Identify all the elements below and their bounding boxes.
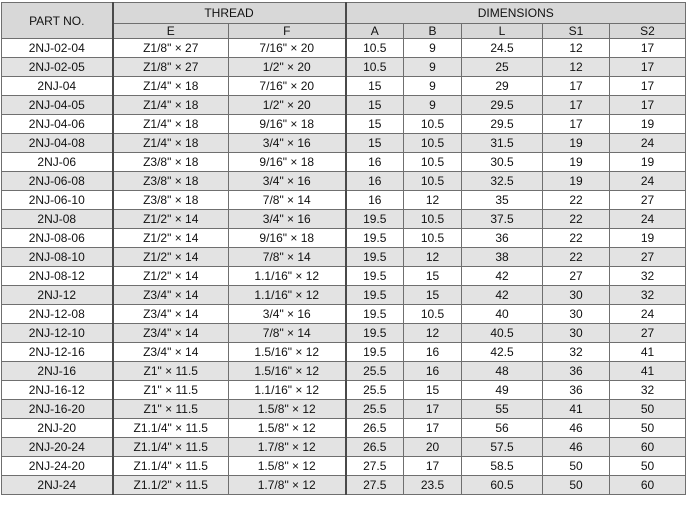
cell-part-no: 2NJ-08-12 xyxy=(2,267,113,286)
cell-thread-e: Z1/4" × 18 xyxy=(113,96,229,115)
cell-part-no: 2NJ-06-10 xyxy=(2,191,113,210)
cell-thread-e: Z3/8" × 18 xyxy=(113,172,229,191)
cell-dim-l: 55 xyxy=(462,400,543,419)
cell-dim-l: 48 xyxy=(462,362,543,381)
table-row xyxy=(2,191,686,210)
cell-dim-l: 40.5 xyxy=(462,324,543,343)
cell-dim-s1: 22 xyxy=(543,210,610,229)
cell-dim-l: 29.5 xyxy=(462,115,543,134)
cell-dim-s1: 36 xyxy=(543,362,610,381)
cell-dim-l: 24.5 xyxy=(462,39,543,58)
cell-dim-l: 58.5 xyxy=(462,457,543,476)
cell-thread-f: 7/16" × 20 xyxy=(229,39,346,58)
cell-dim-l: 32.5 xyxy=(462,172,543,191)
cell-part-no: 2NJ-16-12 xyxy=(2,381,113,400)
table-row xyxy=(2,286,686,305)
cell-dim-l: 37.5 xyxy=(462,210,543,229)
cell-thread-f: 1/2" × 20 xyxy=(229,96,346,115)
cell-thread-e: Z1" × 11.5 xyxy=(113,362,229,381)
cell-dim-b: 9 xyxy=(404,58,462,77)
cell-dim-b: 9 xyxy=(404,96,462,115)
table-row xyxy=(2,210,686,229)
cell-dim-b: 10.5 xyxy=(404,229,462,248)
cell-dim-s2: 24 xyxy=(610,134,686,153)
cell-dim-b: 15 xyxy=(404,286,462,305)
cell-dim-s1: 22 xyxy=(543,248,610,267)
cell-thread-f: 1.5/8" × 12 xyxy=(229,419,346,438)
cell-dim-l: 36 xyxy=(462,229,543,248)
cell-dim-b: 15 xyxy=(404,381,462,400)
cell-thread-f: 7/8" × 14 xyxy=(229,248,346,267)
cell-dim-a: 19.5 xyxy=(346,343,404,362)
table-row xyxy=(2,229,686,248)
cell-dim-b: 16 xyxy=(404,362,462,381)
cell-dim-b: 17 xyxy=(404,400,462,419)
cell-dim-s1: 27 xyxy=(543,267,610,286)
cell-dim-a: 15 xyxy=(346,134,404,153)
cell-thread-e: Z3/8" × 18 xyxy=(113,153,229,172)
cell-part-no: 2NJ-02-05 xyxy=(2,58,113,77)
cell-dim-b: 9 xyxy=(404,39,462,58)
cell-dim-b: 15 xyxy=(404,267,462,286)
cell-dim-s2: 27 xyxy=(610,324,686,343)
cell-part-no: 2NJ-24 xyxy=(2,476,113,495)
table-row xyxy=(2,248,686,267)
header-col-b: B xyxy=(404,24,462,39)
cell-part-no: 2NJ-06 xyxy=(2,153,113,172)
table-row xyxy=(2,438,686,457)
cell-dim-s2: 24 xyxy=(610,210,686,229)
cell-thread-e: Z3/4" × 14 xyxy=(113,286,229,305)
header-col-s1: S1 xyxy=(543,24,610,39)
cell-dim-s2: 17 xyxy=(610,39,686,58)
header-col-a: A xyxy=(346,24,404,39)
cell-dim-s2: 41 xyxy=(610,362,686,381)
cell-dim-s2: 27 xyxy=(610,191,686,210)
cell-thread-f: 7/16" × 20 xyxy=(229,77,346,96)
cell-dim-a: 10.5 xyxy=(346,39,404,58)
cell-dim-s2: 17 xyxy=(610,96,686,115)
cell-dim-l: 49 xyxy=(462,381,543,400)
cell-dim-l: 42 xyxy=(462,267,543,286)
cell-dim-a: 19.5 xyxy=(346,324,404,343)
cell-dim-l: 56 xyxy=(462,419,543,438)
cell-dim-b: 16 xyxy=(404,343,462,362)
cell-dim-s2: 32 xyxy=(610,267,686,286)
cell-dim-s1: 50 xyxy=(543,476,610,495)
table-row xyxy=(2,362,686,381)
cell-thread-f: 1.1/16" × 12 xyxy=(229,286,346,305)
cell-thread-e: Z1/8" × 27 xyxy=(113,39,229,58)
cell-part-no: 2NJ-08-06 xyxy=(2,229,113,248)
cell-dim-l: 42 xyxy=(462,286,543,305)
cell-thread-f: 9/16" × 18 xyxy=(229,153,346,172)
cell-thread-e: Z1/2" × 14 xyxy=(113,267,229,286)
cell-dim-b: 10.5 xyxy=(404,134,462,153)
cell-dim-a: 19.5 xyxy=(346,229,404,248)
cell-part-no: 2NJ-04-06 xyxy=(2,115,113,134)
cell-dim-s2: 19 xyxy=(610,229,686,248)
cell-dim-a: 16 xyxy=(346,191,404,210)
table-row xyxy=(2,267,686,286)
cell-dim-s2: 24 xyxy=(610,305,686,324)
fitting-spec-table xyxy=(1,2,686,495)
spec-table-container xyxy=(1,2,686,495)
cell-thread-e: Z3/8" × 18 xyxy=(113,191,229,210)
cell-dim-a: 25.5 xyxy=(346,381,404,400)
cell-thread-f: 3/4" × 16 xyxy=(229,305,346,324)
cell-dim-a: 25.5 xyxy=(346,400,404,419)
cell-part-no: 2NJ-12 xyxy=(2,286,113,305)
cell-thread-e: Z3/4" × 14 xyxy=(113,343,229,362)
cell-dim-s2: 50 xyxy=(610,400,686,419)
cell-dim-b: 12 xyxy=(404,248,462,267)
cell-dim-l: 29 xyxy=(462,77,543,96)
cell-thread-e: Z1.1/2" × 11.5 xyxy=(113,476,229,495)
cell-thread-f: 1.5/16" × 12 xyxy=(229,343,346,362)
cell-dim-a: 16 xyxy=(346,153,404,172)
cell-thread-f: 1.5/8" × 12 xyxy=(229,457,346,476)
table-row xyxy=(2,400,686,419)
cell-dim-a: 15 xyxy=(346,96,404,115)
cell-thread-e: Z1" × 11.5 xyxy=(113,381,229,400)
cell-thread-e: Z1/8" × 27 xyxy=(113,58,229,77)
cell-dim-b: 17 xyxy=(404,457,462,476)
cell-dim-l: 31.5 xyxy=(462,134,543,153)
cell-thread-e: Z1.1/4" × 11.5 xyxy=(113,457,229,476)
cell-dim-b: 23.5 xyxy=(404,476,462,495)
cell-dim-s1: 12 xyxy=(543,39,610,58)
cell-dim-s2: 17 xyxy=(610,58,686,77)
cell-dim-b: 17 xyxy=(404,419,462,438)
header-col-l: L xyxy=(462,24,543,39)
cell-dim-a: 15 xyxy=(346,77,404,96)
cell-dim-b: 10.5 xyxy=(404,305,462,324)
cell-dim-l: 57.5 xyxy=(462,438,543,457)
cell-dim-s1: 22 xyxy=(543,191,610,210)
cell-part-no: 2NJ-04 xyxy=(2,77,113,96)
cell-part-no: 2NJ-16 xyxy=(2,362,113,381)
table-row xyxy=(2,115,686,134)
cell-dim-a: 27.5 xyxy=(346,457,404,476)
cell-thread-f: 7/8" × 14 xyxy=(229,191,346,210)
cell-part-no: 2NJ-20-24 xyxy=(2,438,113,457)
cell-part-no: 2NJ-02-04 xyxy=(2,39,113,58)
cell-thread-f: 3/4" × 16 xyxy=(229,134,346,153)
cell-dim-l: 40 xyxy=(462,305,543,324)
cell-dim-s2: 60 xyxy=(610,476,686,495)
cell-thread-e: Z1/4" × 18 xyxy=(113,115,229,134)
cell-dim-l: 29.5 xyxy=(462,96,543,115)
cell-dim-b: 10.5 xyxy=(404,153,462,172)
cell-thread-f: 1.5/8" × 12 xyxy=(229,400,346,419)
cell-dim-s1: 41 xyxy=(543,400,610,419)
cell-dim-s1: 22 xyxy=(543,229,610,248)
cell-dim-l: 42.5 xyxy=(462,343,543,362)
cell-thread-f: 1.5/16" × 12 xyxy=(229,362,346,381)
table-row xyxy=(2,457,686,476)
cell-dim-s2: 50 xyxy=(610,419,686,438)
header-row-groups xyxy=(2,3,686,24)
cell-part-no: 2NJ-16-20 xyxy=(2,400,113,419)
cell-part-no: 2NJ-12-08 xyxy=(2,305,113,324)
cell-dim-a: 10.5 xyxy=(346,58,404,77)
cell-dim-s2: 32 xyxy=(610,381,686,400)
header-col-f: F xyxy=(229,24,346,39)
cell-dim-s1: 17 xyxy=(543,77,610,96)
cell-part-no: 2NJ-12-10 xyxy=(2,324,113,343)
cell-thread-f: 3/4" × 16 xyxy=(229,172,346,191)
header-part-no: PART NO. xyxy=(2,3,113,39)
table-row xyxy=(2,419,686,438)
cell-dim-s2: 24 xyxy=(610,172,686,191)
cell-dim-s1: 19 xyxy=(543,134,610,153)
cell-dim-s2: 41 xyxy=(610,343,686,362)
cell-dim-b: 10.5 xyxy=(404,210,462,229)
table-row xyxy=(2,324,686,343)
cell-dim-s1: 32 xyxy=(543,343,610,362)
cell-thread-e: Z1/2" × 14 xyxy=(113,210,229,229)
cell-dim-l: 38 xyxy=(462,248,543,267)
cell-dim-s1: 17 xyxy=(543,115,610,134)
cell-dim-s2: 17 xyxy=(610,77,686,96)
cell-part-no: 2NJ-04-05 xyxy=(2,96,113,115)
cell-dim-a: 19.5 xyxy=(346,305,404,324)
cell-thread-f: 9/16" × 18 xyxy=(229,229,346,248)
cell-dim-s2: 19 xyxy=(610,115,686,134)
cell-part-no: 2NJ-08-10 xyxy=(2,248,113,267)
cell-thread-f: 1.1/16" × 12 xyxy=(229,267,346,286)
table-row xyxy=(2,381,686,400)
table-row xyxy=(2,39,686,58)
table-row xyxy=(2,153,686,172)
cell-thread-f: 1.1/16" × 12 xyxy=(229,381,346,400)
header-col-e: E xyxy=(113,24,229,39)
cell-part-no: 2NJ-12-16 xyxy=(2,343,113,362)
cell-dim-l: 60.5 xyxy=(462,476,543,495)
cell-dim-s1: 17 xyxy=(543,96,610,115)
cell-dim-b: 12 xyxy=(404,191,462,210)
cell-dim-s1: 36 xyxy=(543,381,610,400)
cell-dim-s1: 19 xyxy=(543,172,610,191)
cell-dim-a: 19.5 xyxy=(346,248,404,267)
header-thread: THREAD xyxy=(113,3,346,24)
cell-dim-a: 27.5 xyxy=(346,476,404,495)
cell-thread-e: Z1/4" × 18 xyxy=(113,77,229,96)
cell-dim-s2: 60 xyxy=(610,438,686,457)
cell-dim-l: 25 xyxy=(462,58,543,77)
cell-dim-b: 10.5 xyxy=(404,172,462,191)
cell-thread-e: Z1.1/4" × 11.5 xyxy=(113,419,229,438)
cell-thread-f: 1.7/8" × 12 xyxy=(229,438,346,457)
header-dimensions: DIMENSIONS xyxy=(346,3,686,24)
cell-thread-e: Z1/4" × 18 xyxy=(113,134,229,153)
cell-thread-e: Z3/4" × 14 xyxy=(113,305,229,324)
cell-dim-a: 26.5 xyxy=(346,419,404,438)
cell-dim-s1: 12 xyxy=(543,58,610,77)
cell-dim-l: 30.5 xyxy=(462,153,543,172)
table-row xyxy=(2,77,686,96)
cell-dim-s1: 30 xyxy=(543,305,610,324)
cell-dim-s1: 30 xyxy=(543,324,610,343)
cell-thread-e: Z1.1/4" × 11.5 xyxy=(113,438,229,457)
table-row xyxy=(2,172,686,191)
table-row xyxy=(2,305,686,324)
table-row xyxy=(2,476,686,495)
table-body xyxy=(2,39,686,495)
cell-thread-f: 1/2" × 20 xyxy=(229,58,346,77)
cell-thread-e: Z1" × 11.5 xyxy=(113,400,229,419)
cell-dim-l: 35 xyxy=(462,191,543,210)
cell-dim-b: 12 xyxy=(404,324,462,343)
header-col-s2: S2 xyxy=(610,24,686,39)
cell-dim-s1: 30 xyxy=(543,286,610,305)
table-row xyxy=(2,134,686,153)
cell-thread-e: Z1/2" × 14 xyxy=(113,248,229,267)
cell-dim-b: 9 xyxy=(404,77,462,96)
cell-dim-s2: 19 xyxy=(610,153,686,172)
cell-dim-a: 15 xyxy=(346,115,404,134)
cell-part-no: 2NJ-20 xyxy=(2,419,113,438)
cell-dim-a: 16 xyxy=(346,172,404,191)
cell-dim-s1: 46 xyxy=(543,438,610,457)
cell-thread-e: Z3/4" × 14 xyxy=(113,324,229,343)
cell-dim-s1: 46 xyxy=(543,419,610,438)
cell-dim-a: 26.5 xyxy=(346,438,404,457)
cell-dim-s1: 19 xyxy=(543,153,610,172)
cell-dim-s2: 32 xyxy=(610,286,686,305)
cell-dim-b: 20 xyxy=(404,438,462,457)
cell-dim-s1: 50 xyxy=(543,457,610,476)
cell-part-no: 2NJ-06-08 xyxy=(2,172,113,191)
table-row xyxy=(2,58,686,77)
cell-part-no: 2NJ-04-08 xyxy=(2,134,113,153)
cell-thread-e: Z1/2" × 14 xyxy=(113,229,229,248)
cell-thread-f: 9/16" × 18 xyxy=(229,115,346,134)
cell-thread-f: 3/4" × 16 xyxy=(229,210,346,229)
table-row xyxy=(2,96,686,115)
table-row xyxy=(2,343,686,362)
cell-dim-a: 19.5 xyxy=(346,210,404,229)
cell-thread-f: 7/8" × 14 xyxy=(229,324,346,343)
cell-dim-a: 19.5 xyxy=(346,267,404,286)
cell-thread-f: 1.7/8" × 12 xyxy=(229,476,346,495)
cell-dim-b: 10.5 xyxy=(404,115,462,134)
cell-dim-a: 25.5 xyxy=(346,362,404,381)
cell-part-no: 2NJ-08 xyxy=(2,210,113,229)
cell-part-no: 2NJ-24-20 xyxy=(2,457,113,476)
cell-dim-a: 19.5 xyxy=(346,286,404,305)
cell-dim-s2: 50 xyxy=(610,457,686,476)
cell-dim-s2: 27 xyxy=(610,248,686,267)
